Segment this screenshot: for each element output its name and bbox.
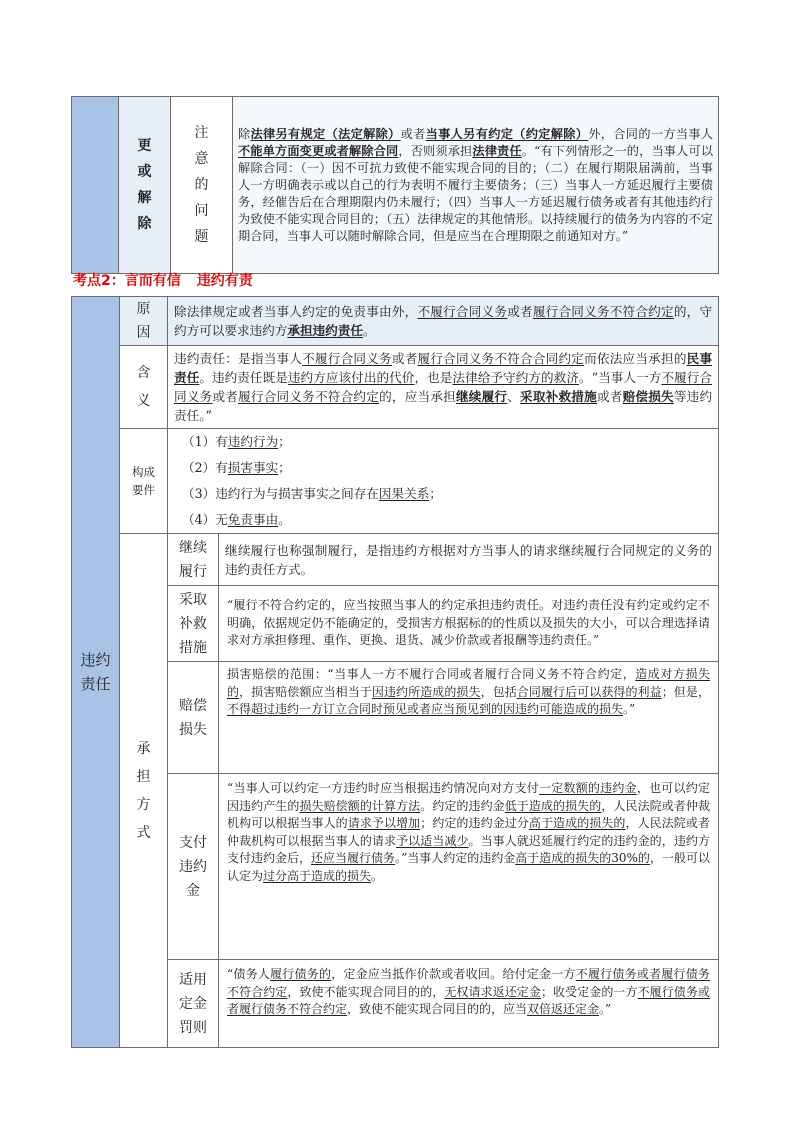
- section-title: 违约有责: [196, 273, 253, 289]
- left-color-strip: [72, 97, 119, 274]
- continue-content: 继续履行也称强制履行，是指违约方根据对方当事人的请求继续履行合同规定的义务的违约责任方式。: [219, 534, 719, 586]
- ways-label: 承担方式: [120, 534, 168, 1048]
- deposit-label: 适用定金罚则: [168, 960, 219, 1048]
- section-heading: [73, 270, 269, 290]
- elements-label: 构成要件: [120, 429, 168, 534]
- deposit-content: “债务人履行债务的，定金应当抵作价款或者收回。给付定金一方不履行债务或者履行债务不符合约定，致使不能实现合同目的的，无权请求返还定金；收受定金的一方不履行债务或者履行债务不符合约定，致使不能实现合同目的的，应当双倍返还定金。”: [219, 960, 719, 1048]
- continue-label: 继续履行: [168, 534, 219, 586]
- meaning-content: 违约责任：是指当事人不履行合同义务或者履行合同义务不符合合同约定而依法应当承担的民事责任。违约责任既是违约方应该付出的代价，也是法律给予守约方的救济。“当事人一方不履行合同义务或者履行合同义务不符合约定的，应当承担继续履行、采取补救措施或者赔偿损失等违约责任。”: [168, 346, 719, 429]
- notes-content: 除法律另有规定（法定解除）或者当事人另有约定（约定解除）外，合同的一方当事人不能单方面变更或者解除合同，否则须承担法律责任。“有下列情形之一的，当事人可以解除合同：（一）因不可抗力致使不能实现合同的目的；（二）在履行期限届满前，当事人一方明确表示或以自己的行为表明不履行主要债务；（三）当事人一方延迟履行主要债务，经催告后在合理期限内仍未履行；（四）当事人一方延迟履行债务或者有其他违约行为致使不能实现合同目的；（五）法律规定的其他情形。以持续履行的债务为内容的不定期合同，当事人可以随时解除合同，但是应当在合理期限之前通知对方。”: [233, 97, 719, 274]
- change-or-rescind-label: 更或解除: [119, 97, 171, 274]
- compensation-label: 赔偿损失: [168, 662, 219, 774]
- contract-change-table: [71, 96, 719, 274]
- reason-label: 原因: [120, 297, 168, 346]
- penalty-label: 支付违约金: [168, 774, 219, 960]
- reason-content: 除法律规定或者当事人约定的免责事由外，不履行合同义务或者履行合同义务不符合约定的，守约方可以要求违约方承担违约责任。: [168, 297, 719, 346]
- meaning-label: 含义: [120, 346, 168, 429]
- penalty-content: “当事人可以约定一方违约时应当根据违约情况向对方支付一定数额的违约金，也可以约定因违约产生的损失赔偿额的计算方法。约定的违约金低于造成的损失的，人民法院或者仲裁机构可以根据当事人的请求予以增加；约定的违约金过分高于造成的损失的，人民法院或者仲裁机构可以根据当事人的请求予以适当减少。当事人就迟延履行约定的违约金的，违约方支付违约金后，还应当履行债务。”当事人约定的违约金高于造成的损失的30%的，一般可以认定为过分高于造成的损失。: [219, 774, 719, 960]
- element-item: （2）有损害事实；: [182, 460, 291, 475]
- remedy-content: “履行不符合约定的，应当按照当事人的约定承担违约责任。对违约责任没有约定或约定不明确，依据规定仍不能确定的，受损害方根据标的的性质以及损失的大小，可以合理选择请求对方承担修理、重作、更换、退货、减少价款或者报酬等违约责任。”: [219, 586, 719, 662]
- notes-label: 注意的问题: [171, 97, 233, 274]
- remedy-label: 采取补救措施: [168, 586, 219, 662]
- liability-table: [71, 296, 719, 1048]
- element-item: （3）违约行为与损害事实之间存在因果关系；: [182, 486, 442, 501]
- element-item: （1）有违约行为；: [182, 434, 291, 449]
- liability-label-cell: 违约责任: [72, 297, 120, 1048]
- section-label: 考点2：言而有信: [73, 273, 181, 289]
- compensation-content: 损害赔偿的范围：“当事人一方不履行合同或者履行合同义务不符合约定，造成对方损失的，损害赔偿额应当相当于因违约所造成的损失，包括合同履行后可以获得的利益；但是，不得超过违约一方订立合同时预见或者应当预见到的因违约可能造成的损失。”: [219, 662, 719, 774]
- element-item: （4）无免责事由。: [182, 512, 291, 527]
- elements-content: [168, 429, 719, 534]
